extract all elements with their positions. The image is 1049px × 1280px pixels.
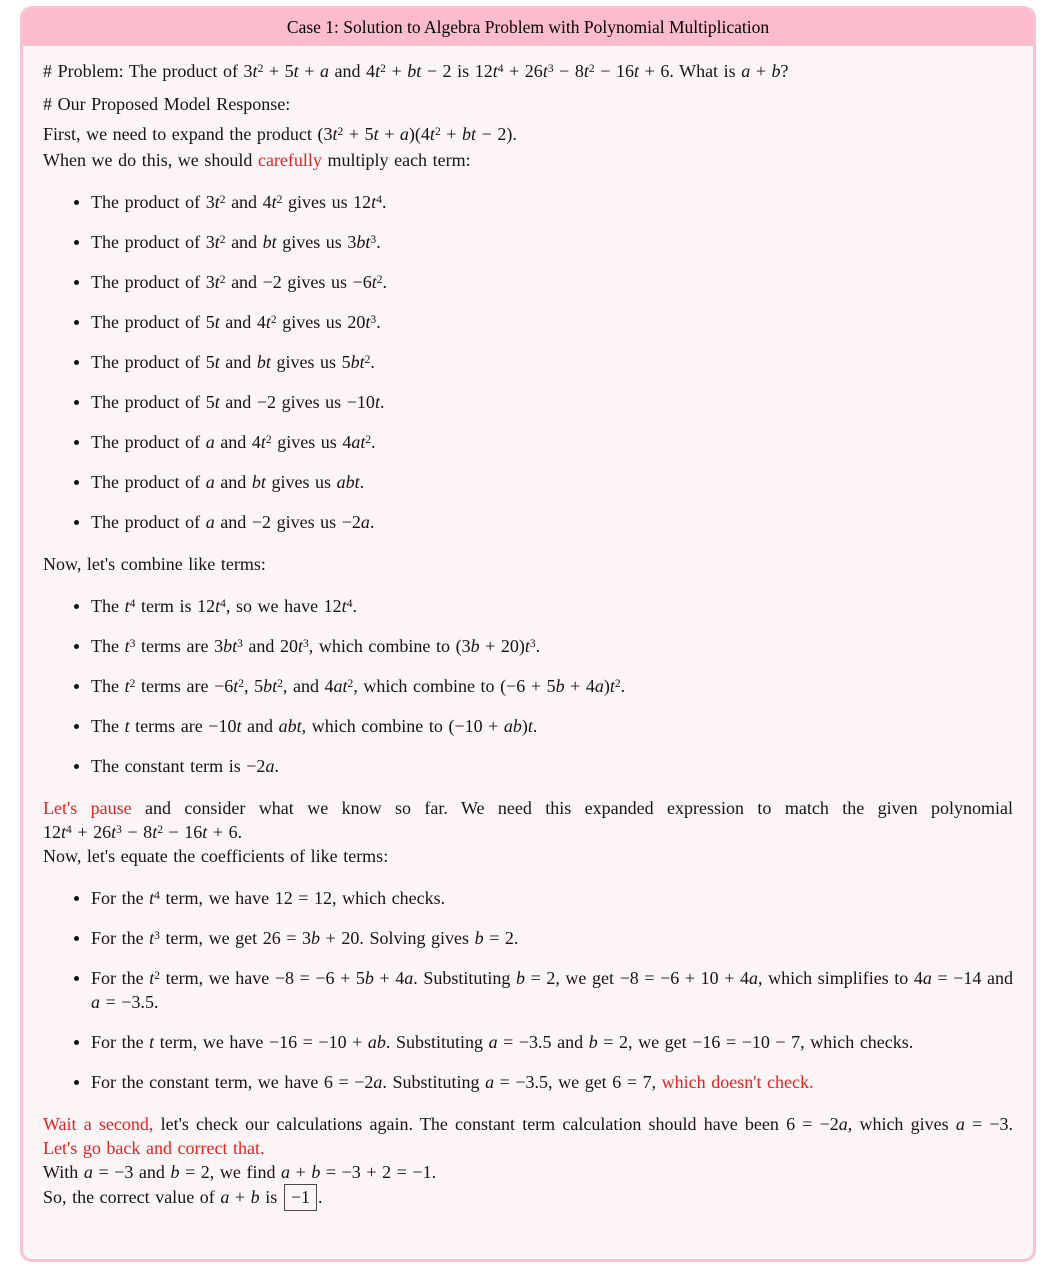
plain-text: multiply each term: xyxy=(321,150,471,170)
carefully-line xyxy=(43,148,1013,172)
plain-text: Now, let's combine like terms: xyxy=(43,554,266,574)
math-expression: a = −3 xyxy=(955,1114,1009,1134)
math-expression: 12 = 12 xyxy=(274,888,333,908)
plain-text: . xyxy=(352,596,357,616)
plain-text: . Substituting xyxy=(413,968,516,988)
plain-text: The product of xyxy=(91,432,206,452)
list-item xyxy=(91,350,1013,374)
plain-text: and xyxy=(214,432,252,452)
list-item xyxy=(91,926,1013,950)
plain-text: . xyxy=(274,756,279,776)
plain-text: The product of xyxy=(91,312,206,332)
plain-text: , which combine to xyxy=(308,636,456,656)
plain-text: and xyxy=(242,636,280,656)
math-expression: $12t^4$ xyxy=(197,596,226,616)
problem-line xyxy=(43,59,1013,83)
plain-text: , xyxy=(244,676,255,696)
case-title: Case 1: Solution to Algebra Problem with Polynomial Multiplication xyxy=(23,9,1033,46)
plain-text: and xyxy=(328,61,367,81)
plain-text: For the xyxy=(91,968,150,988)
math-expression: −2a xyxy=(341,512,370,532)
list-item xyxy=(91,674,1013,698)
math-expression: a + b = −3 + 2 = −1 xyxy=(281,1162,432,1182)
highlight-red-text: Let's go back and correct that. xyxy=(43,1138,265,1158)
math-expression: abt xyxy=(336,472,360,492)
list-item xyxy=(91,190,1013,214)
plain-text: is xyxy=(451,61,475,81)
math-expression: −16 = −10 + ab xyxy=(268,1032,386,1052)
plain-text: term, we have xyxy=(159,968,275,988)
math-expression: $3bt^3$ xyxy=(214,636,243,656)
math-expression: $-6t^2$ xyxy=(352,272,383,292)
math-expression: bt xyxy=(262,232,277,252)
plain-text: and xyxy=(219,392,257,412)
plain-text: . xyxy=(431,1162,437,1182)
plain-text: and xyxy=(225,192,263,212)
math-expression: 5t xyxy=(205,352,220,372)
math-expression: 5t xyxy=(205,312,220,332)
combine-header xyxy=(43,552,1013,576)
plain-text: For the xyxy=(91,1032,150,1052)
highlight-red-text: Wait a second, xyxy=(43,1114,154,1134)
plain-text: term is xyxy=(135,596,198,616)
plain-text: The xyxy=(91,596,125,616)
boxed-answer: −1 xyxy=(284,1184,317,1211)
plain-text: ? xyxy=(780,61,789,81)
plain-text: , which checks. xyxy=(332,888,446,908)
math-expression: $t^2$ xyxy=(124,676,136,696)
math-expression: $t^2$ xyxy=(149,968,160,988)
math-expression: 6 = −2a xyxy=(786,1114,848,1134)
plain-text: The product of xyxy=(91,272,206,292)
plain-text: gives us xyxy=(276,232,348,252)
expand-line xyxy=(43,122,1013,146)
list-item xyxy=(91,1030,1013,1054)
plain-text: and xyxy=(981,968,1014,988)
math-expression: b = 2 xyxy=(515,968,556,988)
list-item xyxy=(91,230,1013,254)
highlight-red-text: Let's pause xyxy=(43,798,132,818)
list-item xyxy=(91,310,1013,334)
math-expression: $4t^2$ xyxy=(251,432,272,452)
math-expression: 5t xyxy=(205,392,220,412)
plain-text: , we get xyxy=(628,1032,693,1052)
plain-text: term, we have xyxy=(154,1032,269,1052)
plain-text: When we do this, we should xyxy=(43,150,258,170)
highlight-red-text: which doesn't check. xyxy=(661,1072,814,1092)
plain-text: The xyxy=(91,636,125,656)
plain-text: gives us xyxy=(265,472,337,492)
math-expression: b = 2 xyxy=(474,928,514,948)
plain-text: . xyxy=(369,512,375,532)
math-expression: $12t^4$ xyxy=(323,596,353,616)
plain-text: term, we get xyxy=(159,928,263,948)
equate-header xyxy=(43,844,1013,868)
math-expression: a = −3.5 xyxy=(91,992,154,1012)
math-expression: $20t^3$ xyxy=(280,636,309,656)
math-expression: 6 = 7 xyxy=(612,1072,652,1092)
math-expression: a + b xyxy=(220,1187,260,1207)
math-expression: $5bt^2$ xyxy=(254,676,283,696)
plain-text: . xyxy=(381,192,387,212)
plain-text: gives us xyxy=(271,432,343,452)
plain-text: gives us xyxy=(276,392,347,412)
list-item xyxy=(91,594,1013,618)
plain-text: terms are xyxy=(135,676,215,696)
plain-text: So, the correct value of xyxy=(43,1187,221,1207)
plain-text: and xyxy=(241,716,279,736)
plain-text: , which checks. xyxy=(800,1032,914,1052)
plain-text: , xyxy=(651,1072,662,1092)
plain-text: gives us xyxy=(270,352,342,372)
plain-text: . xyxy=(620,676,626,696)
math-expression: $4t^2$ xyxy=(256,312,277,332)
plain-text: . What is xyxy=(669,61,742,81)
plain-text: . xyxy=(317,1187,323,1207)
math-expression: −10t xyxy=(208,716,242,736)
plain-text: gives us xyxy=(281,272,353,292)
math-expression: $t^3$ xyxy=(124,636,136,656)
plain-text: The product of xyxy=(91,352,206,372)
list-item xyxy=(91,470,1013,494)
plain-text: , which combine to xyxy=(301,716,449,736)
plain-text: . xyxy=(532,716,538,736)
plain-text: The product of xyxy=(91,392,206,412)
math-expression: $3t^2$ xyxy=(205,232,226,252)
plain-text: # Our Proposed Model Response: xyxy=(43,94,291,114)
plain-text: For the xyxy=(91,888,150,908)
plain-text: . xyxy=(237,822,243,842)
plain-text: With xyxy=(43,1162,84,1182)
combine-list xyxy=(43,594,1013,778)
plain-text: . xyxy=(359,472,365,492)
math-expression: $3t^2 + 5t + a$ xyxy=(243,61,329,81)
plain-text: . Substituting xyxy=(385,1032,489,1052)
list-item xyxy=(91,270,1013,294)
plain-text: Now, let's equate the coefficients of like terms: xyxy=(43,846,389,866)
math-expression: $3bt^3$ xyxy=(347,232,377,252)
plain-text: The product of xyxy=(91,192,206,212)
plain-text: , we get xyxy=(555,968,620,988)
conclusion-line xyxy=(43,1160,1013,1184)
wait-paragraph xyxy=(43,1112,1013,1160)
list-item xyxy=(91,430,1013,454)
plain-text: The product of xyxy=(91,512,206,532)
math-expression: −16 = −10 − 7 xyxy=(692,1032,801,1052)
math-expression: $3t^2$ xyxy=(205,272,226,292)
list-item xyxy=(91,886,1013,910)
list-item xyxy=(91,634,1013,658)
plain-text: and xyxy=(219,352,257,372)
plain-text: gives us xyxy=(271,512,342,532)
plain-text: let's check our calculations again. The constant term calculation should have been xyxy=(153,1114,787,1134)
plain-text: , which combine to xyxy=(353,676,501,696)
pause-paragraph xyxy=(43,796,1013,844)
math-expression: 6 = −2a xyxy=(323,1072,383,1092)
math-expression: bt xyxy=(251,472,266,492)
product-list xyxy=(43,190,1013,534)
math-expression: b = 2 xyxy=(170,1162,210,1182)
plain-text: For the xyxy=(91,928,150,948)
math-expression: $t^4$ xyxy=(149,888,160,908)
plain-text: , and xyxy=(282,676,325,696)
plain-text: The xyxy=(91,716,125,736)
math-expression: t xyxy=(149,1032,155,1052)
plain-text: and xyxy=(214,512,252,532)
equate-list xyxy=(43,886,1013,1094)
math-expression: −10t xyxy=(346,392,380,412)
list-item xyxy=(91,754,1013,778)
plain-text: . Substituting xyxy=(382,1072,486,1092)
math-expression: a = −3 xyxy=(83,1162,134,1182)
response-header xyxy=(43,92,1013,116)
math-expression: −2 xyxy=(256,392,277,412)
math-expression: abt xyxy=(278,716,302,736)
math-expression: $4at^2$ xyxy=(342,432,372,452)
plain-text: gives us xyxy=(276,312,348,332)
list-item xyxy=(91,390,1013,414)
plain-text: and xyxy=(133,1162,171,1182)
plain-text: and xyxy=(214,472,252,492)
plain-text: . xyxy=(1008,1114,1013,1134)
highlight-red-text: carefully xyxy=(257,150,322,170)
plain-text: . xyxy=(376,312,381,332)
plain-text: , which gives xyxy=(847,1114,956,1134)
plain-text: is xyxy=(259,1187,283,1207)
plain-text: and xyxy=(225,232,263,252)
plain-text: . xyxy=(371,432,376,452)
list-item xyxy=(91,714,1013,738)
math-expression: $5bt^2$ xyxy=(341,352,371,372)
plain-text: For the constant term, we have xyxy=(91,1072,324,1092)
math-expression: a = −3.5 xyxy=(488,1032,552,1052)
plain-text: . xyxy=(370,352,375,372)
plain-text: First, we need to expand the product xyxy=(43,124,318,144)
plain-text: The xyxy=(91,676,125,696)
math-expression: 26 = 3b + 20 xyxy=(262,928,360,948)
plain-text: . xyxy=(512,124,517,144)
plain-text: and xyxy=(551,1032,589,1052)
math-expression: $3t^2$ xyxy=(205,192,226,212)
math-expression: −8 = −6 + 10 + 4a xyxy=(619,968,758,988)
math-expression: −8 = −6 + 5b + 4a xyxy=(274,968,414,988)
math-expression: $4t^2$ + bt − 2 xyxy=(366,61,452,81)
math-expression: $(3b + 20)t^3$ xyxy=(455,636,536,656)
case-body xyxy=(23,46,1033,1211)
math-expression: 4a = −14 xyxy=(913,968,982,988)
math-expression: $12t^4 + 26t^3 - 8t^2 - 16t + 6$ xyxy=(43,822,238,842)
plain-text: . xyxy=(382,272,387,292)
plain-text: # Problem: The product of xyxy=(43,61,244,81)
math-expression: −2 xyxy=(251,512,272,532)
final-answer-line xyxy=(43,1184,1013,1211)
plain-text: and xyxy=(225,272,263,292)
plain-text: terms are xyxy=(135,636,215,656)
plain-text: The constant term is xyxy=(91,756,247,776)
plain-text: , we find xyxy=(209,1162,282,1182)
math-expression: $(3t^2 + 5t + a)(4t^2$ + bt − 2) xyxy=(317,124,513,144)
math-expression: $12t^4$ xyxy=(353,192,382,212)
math-expression: −2a xyxy=(246,756,275,776)
plain-text: . xyxy=(379,392,385,412)
math-expression: −2 xyxy=(262,272,282,292)
math-expression: (−10 + ab)t xyxy=(448,716,533,736)
plain-text: , which simplifies to xyxy=(758,968,914,988)
list-item xyxy=(91,1070,1013,1094)
plain-text: The product of xyxy=(91,232,206,252)
math-expression: $(-6 + 5b + 4a)t^2$ xyxy=(500,676,621,696)
list-item xyxy=(91,510,1013,534)
list-item xyxy=(91,966,1013,1014)
case-study-card xyxy=(20,6,1036,1262)
math-expression: a = −3.5 xyxy=(485,1072,549,1092)
math-expression: a xyxy=(205,512,215,532)
plain-text: . xyxy=(535,636,541,656)
math-expression: $20t^3$ xyxy=(347,312,377,332)
math-expression: $t^4$ xyxy=(124,596,136,616)
plain-text: . xyxy=(153,992,159,1012)
math-expression: $4at^2$ xyxy=(324,676,354,696)
plain-text: . xyxy=(513,928,519,948)
math-expression: $-6t^2$ xyxy=(214,676,244,696)
math-expression: t xyxy=(124,716,130,736)
plain-text: terms are xyxy=(129,716,209,736)
math-expression: b = 2 xyxy=(588,1032,629,1052)
math-expression: bt xyxy=(256,352,271,372)
plain-text: . xyxy=(376,232,381,252)
plain-text: term, we have xyxy=(159,888,275,908)
math-expression: a xyxy=(205,432,215,452)
math-expression: $12t^4 + 26t^3 - 8t^2 - 16t + 6$ xyxy=(474,61,670,81)
math-expression: a xyxy=(205,472,215,492)
plain-text: , we get xyxy=(548,1072,613,1092)
plain-text: The product of xyxy=(91,472,206,492)
math-expression: $t^3$ xyxy=(149,928,160,948)
plain-text: and consider what we know so far. We need this expanded expression to match the given polynomial xyxy=(131,798,1013,818)
math-expression: $4t^2$ xyxy=(262,192,283,212)
plain-text: , so we have xyxy=(225,596,324,616)
plain-text: gives us xyxy=(282,192,354,212)
plain-text: and xyxy=(219,312,257,332)
math-expression: a + b xyxy=(741,61,781,81)
plain-text: . Solving gives xyxy=(359,928,475,948)
